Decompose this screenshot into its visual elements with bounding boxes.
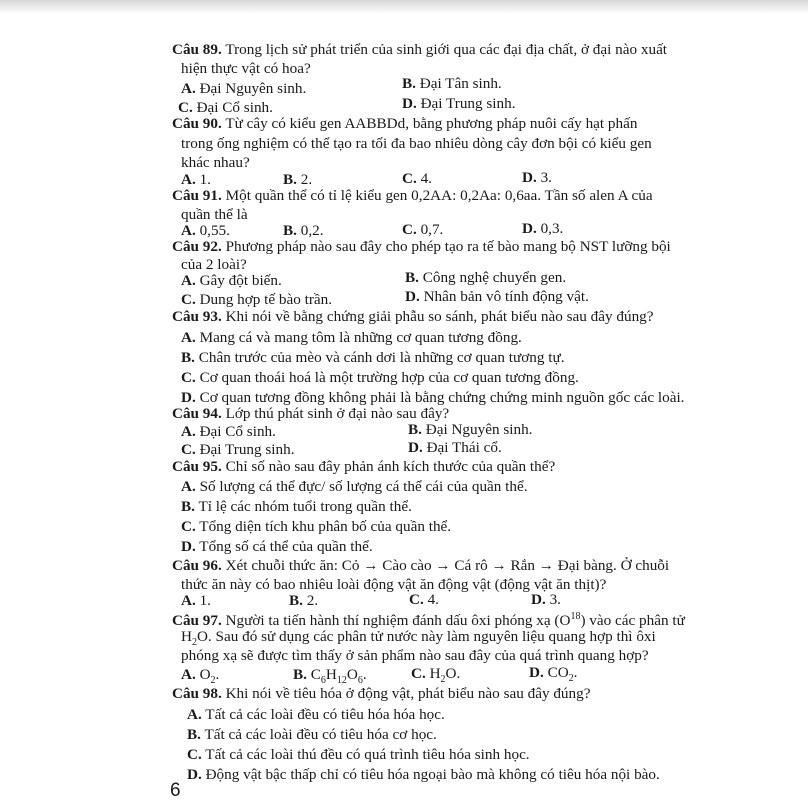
option-key: C. — [409, 591, 424, 608]
option-b — [405, 268, 566, 288]
subscript: 6 — [357, 675, 363, 687]
option-key: A. — [181, 423, 196, 440]
question-90-line-1 — [172, 114, 637, 134]
option-text: Tất cả các loài đều có tiêu hóa cơ học. — [204, 726, 437, 743]
option-key: A. — [181, 666, 196, 683]
option-a — [181, 271, 282, 291]
option-text: 1. — [199, 592, 211, 609]
option-text: Đại Tân sinh. — [419, 75, 502, 92]
option-key: A. — [181, 272, 196, 289]
option-c — [181, 368, 579, 388]
option-text: H — [429, 665, 441, 682]
question-90-line-2: trong ống nghiệm có thể tạo ra tối đa bao nhiêu dòng cây đơn bội có kiểu gen — [181, 135, 652, 152]
question-number: Câu 95. — [172, 458, 222, 475]
option-text: Đại Trung sinh. — [420, 95, 516, 112]
option-key: A. — [187, 706, 202, 723]
option-text: Tổng diện tích khu phân bố của quần thể. — [199, 518, 452, 535]
page-number: 6 — [170, 780, 181, 801]
option-text: 0,7. — [420, 221, 444, 238]
option-d — [181, 537, 373, 557]
option-text: 4. — [427, 591, 439, 608]
option-key: D. — [529, 664, 544, 681]
option-key: B. — [181, 349, 195, 366]
option-key: B. — [405, 269, 419, 286]
option-a — [181, 328, 522, 348]
question-text: Lớp thú phát sinh ở đại nào sau đây? — [225, 405, 450, 422]
question-89-line-2: hiện thực vật có hoa? — [181, 60, 311, 77]
option-key: C. — [181, 518, 196, 535]
question-text: Khi nói về bằng chứng giải phẫu so sánh, phát biểu nào sau đây đúng? — [225, 308, 654, 325]
option-text: Chân trước của mèo và cánh dơi là những cơ quan tương tự. — [198, 349, 565, 366]
option-key: A. — [181, 80, 196, 97]
option-key: D. — [181, 538, 196, 555]
option-text: 3. — [540, 169, 552, 186]
question-number: Câu 94. — [172, 405, 222, 422]
option-b — [187, 725, 437, 745]
option-key: C. — [187, 746, 202, 763]
option-key: D. — [181, 389, 196, 406]
option-key: C. — [181, 441, 196, 458]
option-key: D. — [187, 766, 202, 783]
question-number: Câu 89. — [172, 41, 222, 58]
option-text: Mang cá và mang tôm là những cơ quan tương đồng. — [199, 329, 522, 346]
question-text: Người ta tiến hành thí nghiệm đánh dấu ôxi phóng xạ (O — [225, 612, 571, 630]
subscript: 2 — [568, 673, 574, 685]
option-text: Gây đột biến. — [199, 272, 282, 289]
option-key: A. — [181, 592, 196, 609]
option-text: Cơ quan thoái hoá là một trường hợp của cơ quan tương đồng. — [199, 369, 579, 386]
question-89-line-1 — [172, 40, 667, 60]
option-key: D. — [531, 591, 546, 608]
subscript: 6 — [320, 675, 326, 687]
option-text: C — [310, 666, 321, 683]
option-key: A. — [181, 478, 196, 495]
option-text: Đại Thái cổ. — [426, 439, 502, 456]
option-key: B. — [289, 592, 303, 609]
option-text: Dung hợp tế bào trần. — [199, 291, 333, 308]
question-96-line-1 — [172, 556, 669, 576]
option-text: Tổng số cá thể của quần thể. — [199, 538, 373, 555]
option-key: A. — [181, 329, 196, 346]
option-key: A. — [181, 171, 196, 188]
question-number: Câu 97. — [172, 612, 222, 630]
option-text: H — [325, 666, 337, 683]
option-c — [187, 745, 530, 765]
option-text: 0,2. — [300, 222, 324, 239]
option-key: D. — [408, 439, 423, 456]
option-key: C. — [178, 99, 193, 116]
option-key: A. — [181, 222, 196, 239]
question-97-line-3: phóng xạ sẽ được tìm thấy ở sản phẩm nào sau đây của quá trình quang hợp? — [181, 647, 649, 664]
option-d — [405, 287, 589, 307]
option-b — [181, 497, 412, 517]
question-95-line-1 — [172, 457, 555, 477]
option-text: Đại Cổ sinh. — [199, 423, 276, 440]
option-key: C. — [402, 170, 417, 187]
option-b — [408, 420, 532, 440]
question-text: Từ cây có kiểu gen AABBDd, bằng phương pháp nuôi cấy hạt phấn — [225, 115, 638, 132]
option-text: Đại Cổ sinh. — [196, 99, 273, 116]
option-text: Tỉ lệ các nhóm tuổi trong quần thể. — [198, 498, 412, 515]
option-text: 1. — [199, 171, 211, 188]
option-d — [522, 219, 563, 239]
option-key: D. — [522, 220, 537, 237]
question-92-line-1 — [172, 237, 671, 257]
question-91-line-1 — [172, 186, 653, 206]
option-b — [181, 348, 565, 368]
question-96-line-2: thức ăn này có bao nhiêu loài động vật ăn động vật (động vật ăn thịt)? — [181, 576, 607, 593]
question-93-line-1 — [172, 307, 654, 327]
question-text: ) vào các phân tử — [580, 612, 685, 630]
subscript: 2 — [191, 637, 197, 649]
option-a — [187, 705, 445, 725]
option-text: Cơ quan tương đồng không phải là bằng chứng chứng minh nguồn gốc các loài. — [199, 389, 685, 406]
question-text: Chỉ số nào sau đây phản ánh kích thước của quần thể? — [225, 458, 556, 475]
option-a — [181, 422, 276, 442]
question-91-line-2: quần thể là — [181, 206, 248, 223]
question-text: H — [181, 628, 192, 645]
option-key: B. — [283, 171, 297, 188]
option-key: D. — [522, 169, 537, 186]
option-text: Số lượng cá thể đực/ số lượng cá thể cái của quần thể. — [199, 478, 528, 495]
option-text: 3. — [549, 591, 561, 608]
option-text: . — [215, 666, 220, 683]
subscript: 2 — [210, 675, 216, 687]
option-text: . — [362, 666, 367, 683]
option-text: CO — [547, 664, 569, 681]
question-text: Xét chuỗi thức ăn: Cỏ → Cào cào → Cá rô → Rắn → Đại bàng. Ở chuỗi — [225, 557, 670, 574]
option-key: B. — [293, 666, 307, 683]
question-number: Câu 90. — [172, 115, 222, 132]
option-text: 0,3. — [540, 220, 564, 237]
question-text: Một quần thể có tỉ lệ kiểu gen 0,2AA: 0,2Aa: 0,6aa. Tần số alen A của — [225, 187, 653, 204]
option-a — [181, 79, 306, 99]
question-number: Câu 98. — [172, 685, 222, 702]
option-key: B. — [283, 222, 297, 239]
option-d — [408, 438, 502, 458]
subscript: 12 — [336, 675, 347, 687]
option-key: C. — [402, 221, 417, 238]
option-key: C. — [411, 665, 426, 682]
option-a — [181, 477, 528, 497]
option-text: Đại Nguyên sinh. — [199, 80, 307, 97]
option-text: 2. — [306, 592, 319, 609]
option-text: Đại Trung sinh. — [199, 441, 295, 458]
question-92-line-2: của 2 loài? — [181, 256, 247, 273]
option-key: B. — [187, 726, 201, 743]
question-text: Phương pháp nào sau đây cho phép tạo ra tế bào mang bộ NST lưỡng bội — [225, 238, 671, 255]
option-text: Nhân bản vô tính động vật. — [423, 288, 589, 305]
question-number: Câu 96. — [172, 557, 222, 574]
option-c — [181, 517, 451, 537]
question-text: Trong lịch sử phát triển của sinh giới qua các đại địa chất, ở đại nào xuất — [225, 41, 668, 58]
option-key: B. — [402, 75, 416, 92]
option-text: O. — [445, 665, 461, 682]
question-number: Câu 93. — [172, 308, 222, 325]
option-text: 2. — [300, 171, 313, 188]
question-98-line-1 — [172, 684, 590, 704]
option-text: Tất cả các loài thú đều có quá trình tiêu hóa sinh học. — [205, 746, 530, 763]
option-text: Công nghệ chuyển gen. — [422, 269, 567, 286]
option-key: B. — [181, 498, 195, 515]
option-text: 4. — [420, 170, 432, 187]
option-text: O — [199, 666, 211, 683]
subscript: 2 — [440, 674, 446, 686]
option-key: D. — [405, 288, 420, 305]
option-d — [402, 94, 516, 114]
option-text: 0,55. — [199, 222, 230, 239]
option-key: C. — [181, 369, 196, 386]
superscript: 18 — [570, 611, 581, 622]
option-text: O — [346, 666, 358, 683]
option-key: D. — [402, 95, 417, 112]
question-number: Câu 92. — [172, 238, 222, 255]
question-90-line-3: khác nhau? — [181, 154, 250, 171]
option-b — [402, 74, 502, 94]
question-number: Câu 91. — [172, 187, 222, 204]
option-text: Tất cả các loài đều có tiêu hóa hóa học. — [205, 706, 445, 723]
option-d — [522, 168, 552, 188]
option-key: B. — [408, 421, 422, 438]
option-text: Đại Nguyên sinh. — [425, 421, 533, 438]
option-text: . — [573, 664, 578, 681]
option-d — [187, 765, 660, 785]
question-text: Khi nói về tiêu hóa ở động vật, phát biểu nào sau đây đúng? — [225, 685, 591, 702]
option-key: C. — [181, 291, 196, 308]
option-text: Động vật bậc thấp chỉ có tiêu hóa ngoại bào mà không có tiêu hóa nội bào. — [205, 766, 660, 783]
question-text: O. Sau đó sử dụng các phân tử nước này làm nguyên liệu quang hợp thì ôxi — [196, 628, 656, 645]
